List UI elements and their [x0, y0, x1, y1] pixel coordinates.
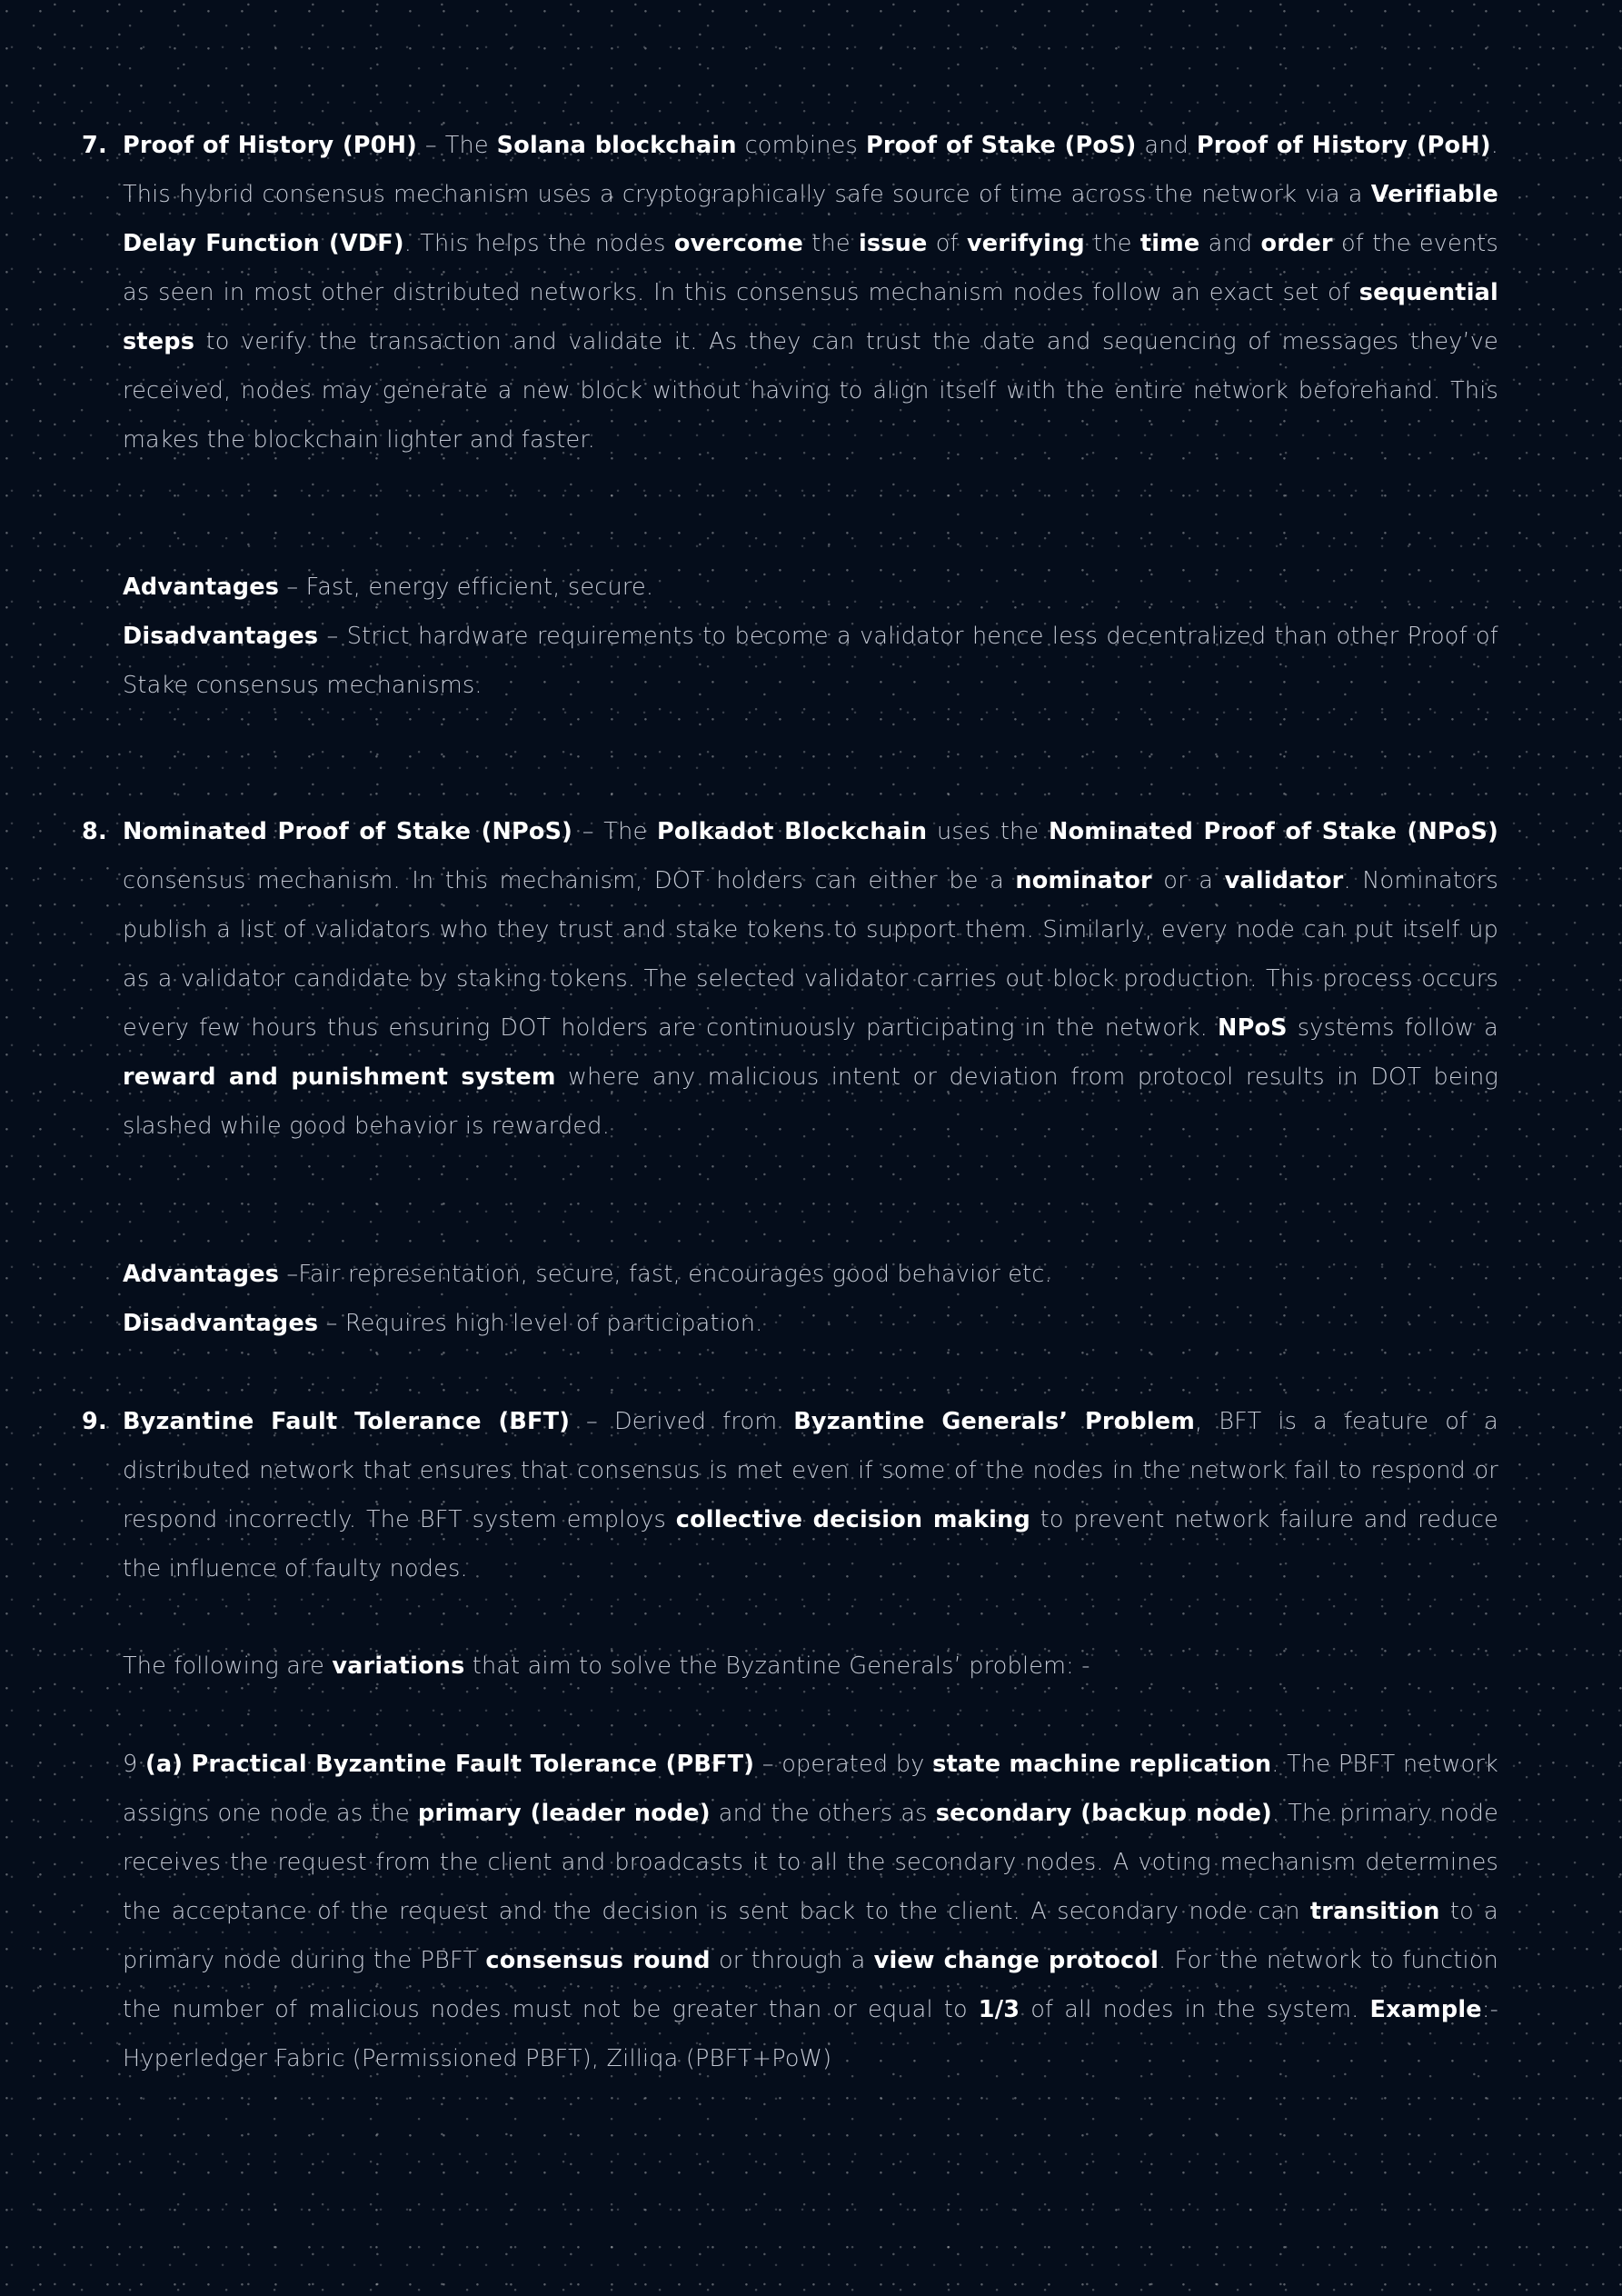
text-run: to prevent network failure and reduce the influence of faulty nodes.	[123, 1506, 1498, 1582]
text-run: . Nominators publish a list of validators who they trust and stake tokens to support them. Similarly, every node can put itself up as a validator candidate by staking tokens. The selected validator carries out block production. This process occurs every few hours thus ensuring DOT holders are continuously participating in the network.	[123, 867, 1498, 1042]
bold-term: variations	[332, 1652, 465, 1680]
bold-term: Advantages	[123, 574, 280, 601]
text-run: the	[803, 230, 859, 257]
text-run: uses the	[927, 818, 1049, 845]
text-run: of all nodes in the system.	[1020, 1996, 1370, 2023]
text-run: consensus mechanism. In this mechanism, DOT holders can either be a	[123, 867, 1016, 894]
bold-term: primary (leader node)	[417, 1800, 711, 1827]
text-run: . The primary node receives the request from the client and broadcasts it to all the secondary nodes. A voting mechanism determines the acceptance of the request and the decision is sent back to the client. A secondary node can	[123, 1800, 1499, 1925]
text-run: of the events as seen in most other distributed networks. In this consensus mechanism nodes follow an exact set of	[123, 230, 1498, 306]
text-run: . This helps the nodes	[403, 230, 674, 257]
section-9	[82, 1397, 1498, 1593]
section-8	[82, 807, 1498, 1151]
list-number: 7.	[82, 132, 107, 159]
text-run: . This hybrid consensus mechanism uses a cryptographically safe source of time across the network via a	[123, 132, 1498, 208]
text-run: :- Hyperledger Fabric (Permissioned PBFT), Zilliqa (PBFT+PoW)	[123, 1996, 1499, 2072]
bold-term: Proof of History (PoH)	[1196, 132, 1491, 159]
text-run: of	[927, 230, 967, 257]
bold-term: Solana blockchain	[496, 132, 737, 159]
paragraph	[123, 807, 1498, 1151]
list-number: 8.	[82, 818, 107, 845]
bold-term: 1/3	[978, 1996, 1020, 2023]
list-number: 9.	[82, 1408, 107, 1435]
bold-term: verifying	[966, 230, 1085, 257]
variations-intro	[123, 1642, 1498, 1691]
bold-term: Proof of Stake (PoS)	[865, 132, 1137, 159]
section-7-pros-cons	[123, 563, 1498, 710]
text-run: , BFT is a feature of a distributed network that ensures that consensus is met even if some of the nodes in the network fail to respond or respond incorrectly. The BFT system employs	[123, 1408, 1498, 1533]
bold-term: Nominated Proof of Stake (NPoS)	[1048, 818, 1498, 845]
text-run: –Fair representation, secure, fast, encourages good behavior etc.	[279, 1261, 1052, 1288]
text-run: that aim to solve the Byzantine Generals’ problem: -	[464, 1652, 1090, 1680]
text-run: and	[1199, 230, 1261, 257]
bold-term: Nominated Proof of Stake (NPoS)	[123, 818, 573, 845]
text-run: – Fast, energy efficient, secure.	[279, 574, 654, 601]
text-run: The following are	[123, 1652, 333, 1680]
section-9a	[123, 1740, 1498, 2083]
bold-term: overcome	[673, 230, 804, 257]
text-run: – The	[417, 132, 497, 159]
bold-term: collective decision making	[675, 1506, 1030, 1533]
text-run: to verify the transaction and validate it. As they can trust the date and sequencing of messages they’ve received, nodes may generate a new block without having to align itself with the entire network beforehand. This makes the blockchain lighter and faster.	[123, 328, 1498, 454]
bold-term: order	[1260, 230, 1333, 257]
bold-term: Byzantine Generals’ Problem	[793, 1408, 1196, 1435]
bold-term: issue	[858, 230, 928, 257]
bold-term: secondary (backup node)	[935, 1800, 1272, 1827]
text-run: . The PBFT network assigns one node as the	[123, 1751, 1498, 1827]
section-7	[82, 121, 1498, 464]
paragraph	[123, 121, 1498, 464]
paragraph	[123, 1642, 1498, 1691]
bold-term: view change protocol	[873, 1947, 1159, 1974]
bold-term: NPoS	[1218, 1014, 1288, 1042]
text-run: systems follow a	[1287, 1014, 1498, 1042]
text-run: – operated by	[754, 1751, 933, 1778]
text-run: 9	[123, 1751, 146, 1778]
text-run: combines	[736, 132, 866, 159]
disadvantages	[123, 1299, 1498, 1348]
text-run: to a primary node during the PBFT	[123, 1898, 1499, 1974]
bold-term: Example	[1369, 1996, 1482, 2023]
section-8-pros-cons	[123, 1250, 1498, 1348]
text-run: – The	[572, 818, 658, 845]
paragraph	[123, 1397, 1498, 1593]
advantages	[123, 563, 1498, 612]
text-run: . For the network to function the number of malicious nodes must not be greater than or equal to	[123, 1947, 1498, 2023]
paragraph	[123, 1740, 1498, 2083]
text-run: where any malicious intent or deviation from protocol results in DOT being slashed while good behavior is rewarded.	[123, 1063, 1498, 1140]
text-run: and the others as	[710, 1800, 936, 1827]
bold-term: transition	[1309, 1898, 1440, 1925]
bold-term: Disadvantages	[123, 623, 319, 650]
text-run: – Requires high level of participation.	[318, 1310, 763, 1337]
text-run: – Derived from	[570, 1408, 794, 1435]
text-run: and	[1136, 132, 1197, 159]
bold-term: reward and punishment system	[123, 1063, 556, 1091]
text-run: – Strict hardware requirements to become a validator hence less decentralized than other Proof of Stake consensus mechanisms.	[123, 623, 1498, 699]
bold-term: state machine replication	[932, 1751, 1272, 1778]
text-run: the	[1084, 230, 1140, 257]
bold-term: nominator	[1015, 867, 1152, 894]
bold-term: validator	[1224, 867, 1344, 894]
disadvantages	[123, 612, 1498, 710]
bold-term: consensus round	[485, 1947, 711, 1974]
advantages	[123, 1250, 1498, 1299]
text-run: or through a	[710, 1947, 874, 1974]
bold-term: Byzantine Fault Tolerance (BFT)	[123, 1408, 571, 1435]
bold-term: sequential steps	[123, 279, 1498, 355]
bold-term: (a) Practical Byzantine Fault Tolerance (PBFT)	[145, 1751, 755, 1778]
text-run: or a	[1151, 867, 1225, 894]
bold-term: Advantages	[123, 1261, 280, 1288]
bold-term: Verifiable Delay Function (VDF)	[123, 181, 1498, 257]
bold-term: Disadvantages	[123, 1310, 319, 1337]
bold-term: Proof of History (P0H)	[123, 132, 418, 159]
bold-term: Polkadot Blockchain	[657, 818, 928, 845]
bold-term: time	[1139, 230, 1200, 257]
